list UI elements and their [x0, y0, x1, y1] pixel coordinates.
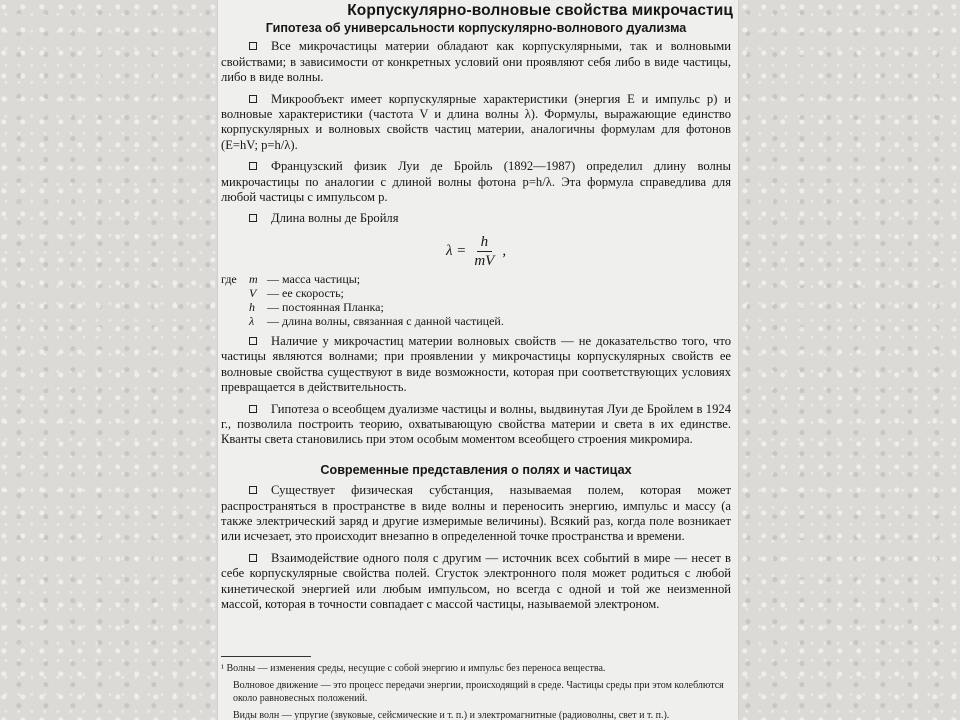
checkbox-bullet-icon [249, 162, 257, 170]
formula-fraction [470, 233, 498, 270]
footnote-divider [221, 656, 311, 657]
paragraph: Длина волны де Бройля [221, 211, 731, 226]
formula-denominator: mV [474, 252, 495, 269]
document-body [221, 21, 731, 618]
document-page [218, 0, 738, 720]
paragraph: Все микрочастицы материи обладают как корпускулярными, так и волновыми свойствами; в зависимости от конкретных условий они проявляют себя либо в виде частицы, либо в виде волны. [221, 39, 731, 85]
formula-lhs: λ = [445, 242, 467, 259]
legend-row: h — постоянная Планка; [249, 299, 384, 314]
formula-legend [221, 272, 731, 328]
footnote: ¹ Волны — изменения среды, несущие с собой энергию и импульс без переноса вещества. [221, 663, 606, 674]
paragraph: Существует физическая субстанция, называемая полем, которая может распространяться в пространстве в виде волны и переносить энергию, импульс и массу (а также электрический заряд и другие измеримые величины). Всякий раз, когда поле возникает или исчезает, это происходит внезапно в определенной точке пространства и времени. [221, 483, 731, 544]
section-heading-1: Гипотеза об универсальности корпускулярно-волнового дуализма [265, 21, 687, 35]
page-title: Корпускулярно-волновые свойства микрочастиц [347, 2, 733, 19]
paragraph: Микрообъект имеет корпускулярные характеристики (энергия E и импульс p) и волновые характеристики (частота V и длина волны λ). Формулы, выражающие единство корпускулярных и волновых свойств частиц материи, аналогичны формулам для фотонов (E=hV; p=h/λ). [221, 91, 731, 152]
checkbox-bullet-icon [249, 554, 257, 562]
checkbox-bullet-icon [249, 405, 257, 413]
paragraph: Наличие у микрочастиц материи волновых свойств — не доказательство того, что частицы являются волнами; при проявлении у микрочастицы корпускулярных свойств ее волновые свойства существуют в виде возможности, которая при соответствующих условиях превращается в действительность. [221, 333, 731, 395]
legend-row: где m — масса частицы; [221, 271, 361, 286]
checkbox-bullet-icon [249, 95, 257, 103]
paragraph: Французский физик Луи де Бройль (1892—1987) определил длину волны микрочастицы по аналогии с длиной волны фотона p=h/λ. Эта формула справедлива для любой частицы с импульсом p. [221, 159, 731, 205]
legend-row: V — ее скорость; [249, 285, 344, 300]
de-broglie-formula [221, 233, 731, 270]
checkbox-bullet-icon [249, 486, 257, 494]
footnote: Виды волн — упругие (звуковые, сейсмические и т. п.) и электромагнитные (радиоволны, свет и т. п.). [233, 710, 670, 720]
paragraph: Гипотеза о всеобщем дуализме частицы и волны, выдвинутая Луи де Бройлем в 1924 г., позволила построить теорию, охватывающую свойства материи и света в их единстве. Кванты света становились при этом особым моментом всеобщего строения микромира. [221, 401, 731, 447]
footnote: Волновое движение — это процесс передачи энергии, происходящий в среде. Частицы среды при этом колеблются около равновесных положений. [233, 680, 724, 704]
paragraph: Взаимодействие одного поля с другим — источник всех событий в мире — несет в себе корпускулярные свойства полей. Сгусток электронного поля может родиться с любой кинетической энергией или любым импульсом, но всегда с одной и той же неизменной массой, которая в точности совпадает с массой частицы, называемой электроном. [221, 550, 731, 611]
section-heading-2: Современные представления о полях и частицах [320, 462, 632, 477]
checkbox-bullet-icon [249, 214, 257, 222]
checkbox-bullet-icon [249, 337, 257, 345]
legend-row: λ — длина волны, связанная с данной частицей. [249, 313, 504, 328]
formula-numerator: h [477, 233, 493, 252]
footnotes [221, 656, 731, 720]
formula-trailing: , [502, 242, 507, 259]
checkbox-bullet-icon [249, 42, 257, 50]
